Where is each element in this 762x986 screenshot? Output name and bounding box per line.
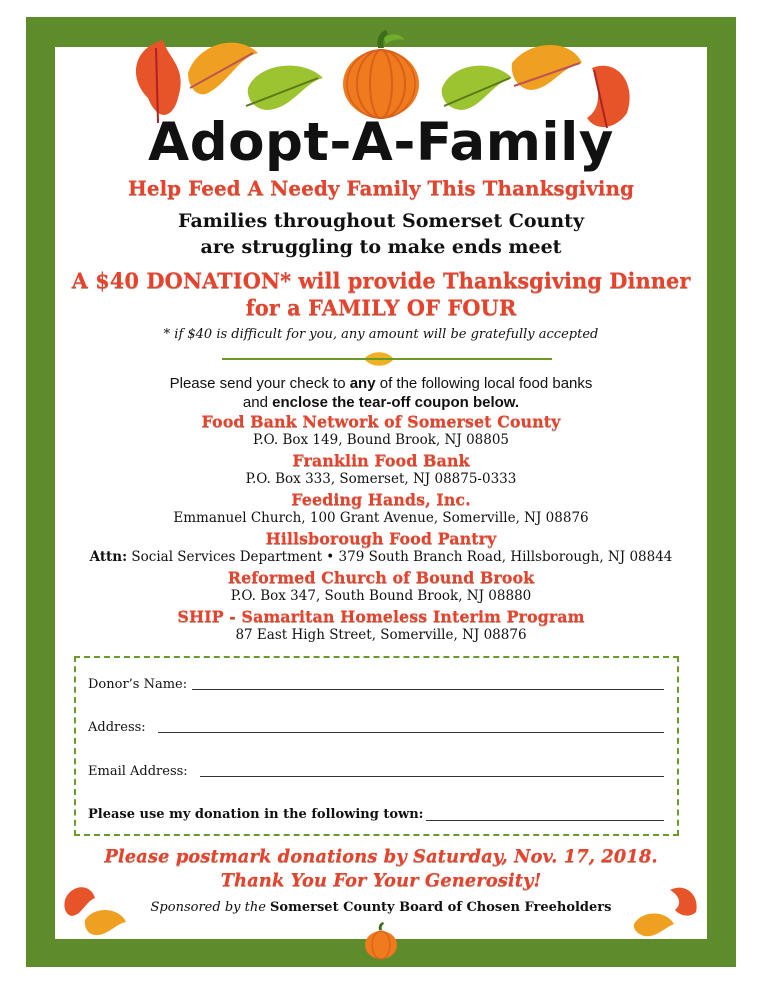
intro-line-2: are struggling to make ends meet xyxy=(200,236,562,258)
food-bank-address: P.O. Box 149, Bound Brook, NJ 08805 xyxy=(252,432,510,448)
email-field[interactable] xyxy=(200,776,664,777)
instructions-line-2 xyxy=(0,394,762,411)
sponsor-name: Somerset County Board of Chosen Freeholders xyxy=(270,900,612,915)
donor-name-label: Donor’s Name: xyxy=(88,677,188,692)
food-bank-address: 87 East High Street, Somerville, NJ 08876 xyxy=(235,627,527,643)
sponsor-text: Sponsored by the xyxy=(150,900,271,915)
address-field[interactable] xyxy=(158,732,664,733)
address-label: Address: xyxy=(88,720,146,735)
food-bank-address: P.O. Box 333, Somerset, NJ 08875-0333 xyxy=(245,471,517,487)
food-bank-address: Emmanuel Church, 100 Grant Avenue, Somerville, NJ 08876 xyxy=(173,510,589,526)
email-label: Email Address: xyxy=(88,764,188,779)
intro-line-1: Families throughout Somerset County xyxy=(178,210,584,232)
town-label: Please use my donation in the following town: xyxy=(88,807,424,822)
thank-you-message: Thank You For Your Generosity! xyxy=(220,870,542,891)
town-field[interactable] xyxy=(426,820,664,821)
instructions-line-1 xyxy=(0,375,762,392)
instructions-emphasis: enclose the tear-off coupon below. xyxy=(272,394,520,411)
food-bank-name: Food Bank Network of Somerset County xyxy=(201,412,561,431)
donor-name-field[interactable] xyxy=(192,689,664,690)
postmark-deadline: Please postmark donations by Saturday, Nov. 17, 2018. xyxy=(104,846,658,867)
address-text: Social Services Department • 379 South Branch Road, Hillsborough, NJ 08844 xyxy=(131,549,673,565)
section-divider xyxy=(222,358,552,360)
donation-line-2: for a FAMILY OF FOUR xyxy=(245,295,517,320)
food-bank-name: Franklin Food Bank xyxy=(292,451,470,470)
pumpkin-top-icon xyxy=(340,28,422,120)
instructions-emphasis: any xyxy=(349,375,376,392)
food-bank-name: Reformed Church of Bound Brook xyxy=(227,568,535,587)
sponsor-line xyxy=(0,900,762,915)
food-bank-name: Hillsborough Food Pantry xyxy=(265,529,497,548)
instructions-text: of the following local food banks xyxy=(375,375,593,392)
address-attn-label: Attn: xyxy=(89,549,128,565)
food-bank-name: SHIP - Samaritan Homeless Interim Program xyxy=(177,607,585,626)
instructions-text: Please send your check to xyxy=(169,375,350,392)
food-bank-address: P.O. Box 347, South Bound Brook, NJ 08880 xyxy=(230,588,532,604)
pumpkin-bottom-icon xyxy=(364,922,398,960)
food-bank-address xyxy=(0,549,762,565)
donation-line-1: A $40 DONATION* will provide Thanksgiving Dinner xyxy=(71,268,691,293)
flyer-subtitle: Help Feed A Needy Family This Thanksgiving xyxy=(127,176,635,200)
donation-note: * if $40 is difficult for you, any amount will be gratefully accepted xyxy=(163,327,599,342)
food-bank-name: Feeding Hands, Inc. xyxy=(291,490,471,509)
instructions-text: and xyxy=(242,394,273,411)
flyer-title: Adopt-A-Family xyxy=(148,112,614,173)
